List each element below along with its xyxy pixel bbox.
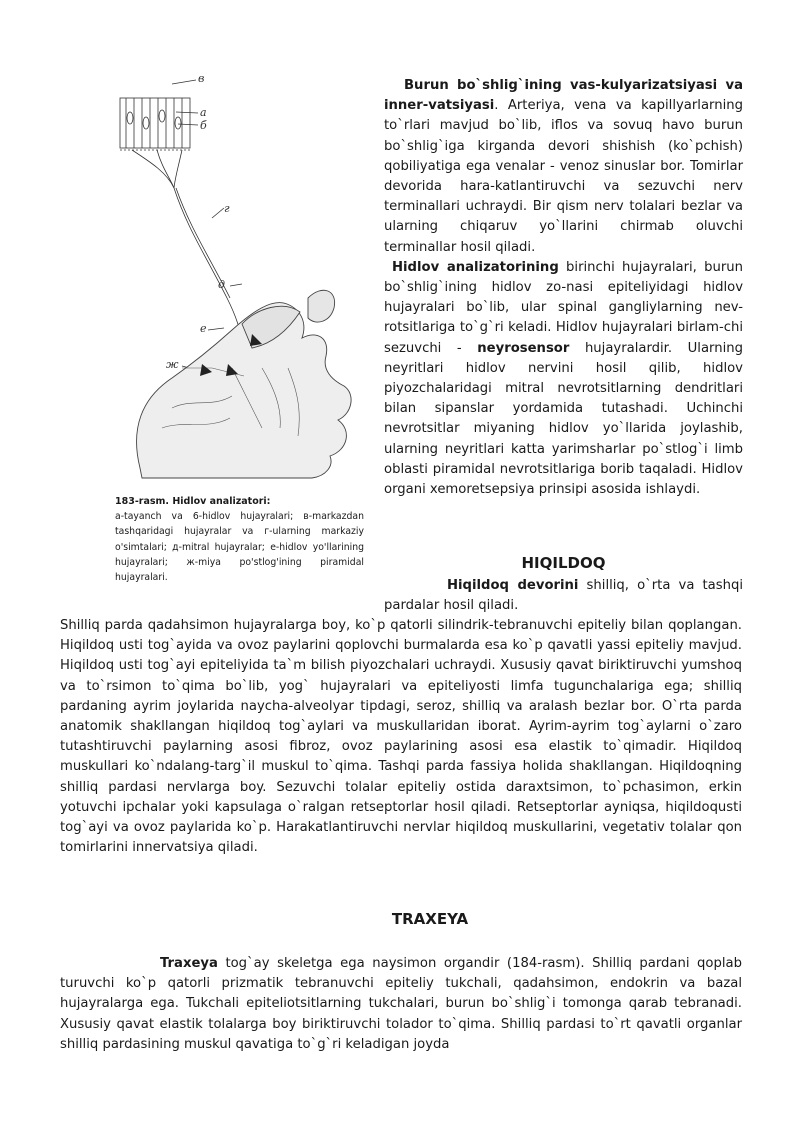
vascularization-term: Burun bo`shlig`ining vas-kulyarizatsiyasi va inner-vatsiyasi <box>384 78 743 114</box>
heading-traxeya: TRAXEYA <box>391 910 469 928</box>
figure-label-zh: ж <box>166 358 179 371</box>
figure-label-v: в <box>198 72 205 85</box>
caption-title: 183-rasm. Hidlov analizatori: <box>115 496 271 507</box>
neyrosensor-term: neyrosensor <box>477 340 570 356</box>
traxeya-text: tog`ay skeletga ega naysimon organdir (184-rasm). Shilliq pardani qoplab turuvchi ko`p qatorli prizmatik tebranuvchi epiteliy tukchali, qadahsimon, endokrin va bazal hujayralarga ega. Tukchali epiteliotsitlarning tukchalari, burun bo`shlig`i tomonga qarab tebranadi. Xususiy qavat elastik tolalarga boy biriktiruvchi tolador to`qima. Shilliq pardasi to`rt qavatli organlar shilliq pardasining muskul qavatiga to`g`ri keladigan joyda <box>60 956 742 1052</box>
figure-caption <box>115 494 364 585</box>
olfactory-term: Hidlov analizatorining <box>392 259 559 275</box>
paragraph-olfactory <box>384 258 743 500</box>
olfactory-text-a: birinchi hujayralari, burun bo`shlig`ining hidlov zo-nasi epiteliyidagi hidlov hujayralari bo`lib, ular spinal gangliylarning nev-rotsitlariga to`g`ri keladi. Hidlov hujayralari birlam-chi sezuvchi - <box>384 259 743 356</box>
epithelium-block <box>120 98 190 148</box>
hiqildoq-first-lines <box>384 576 743 616</box>
figure-label-b: б <box>200 119 207 132</box>
figure-drawing <box>112 68 364 480</box>
vascularization-text: . Arteriya, vena va kapillyarlarning to`rlari mavjud bo`lib, iflos va sovuq havo burun bo`shlig`iga kirganda devori shishish (ko`pchish) qobiliyatiga ega venalar - venoz sinuslar bor. Tomirlar devorida hara-katlantiruvchi va sezuvchi nerv terminallari uchraydi. Bir qism nerv tolalari bezlar va ularning chiqaruv yo`llarini chirmab oluvchi terminallar hosil qiladi. <box>384 98 743 255</box>
traxeya-term: Traxeya <box>160 956 218 971</box>
figure-label-g: г <box>224 202 230 215</box>
hiqildoq-first-text: shilliq, o`rta va tashqi pardalar hosil qiladi. <box>384 578 744 614</box>
right-column-text <box>384 76 743 500</box>
heading-hiqildoq: HIQILDOQ <box>521 554 606 572</box>
paragraph-vascularization <box>384 76 743 258</box>
hiqildoq-paragraph: Shilliq parda qadahsimon hujayralarga boy, ko`p qatorli silindrik-tebranuvchi epiteliy bilan qoplangan. Hiqildoq usti tog`ayida va ovoz paylarini qoplovchi burmalarda esa ko`p qavatli yassi epiteliy mavjud. Hiqildoq usti tog`ayi epiteliyida ta`m bilish piyozchalari uchraydi. Xususiy qavat biriktiruvchi yumshoq va to`rsimon to`qima bo`lib, yog` hujayralari va epiteliyosti limfa tugunchalariga ega; shilliq pardaning ayrim joylarida naycha-alveolyar tipdagi, seroz, shilliq va aralash bezlar bor. O`rta parda anatomik shakllangan hiqildoq tog`aylari va muskullaridan iborat. Ayrim-ayrim tog`aylarni o`zaro tutashtiruvchi paylarning asosi fibroz, ovoz paylarining asosi esa elastik to`qimadir. Hiqildoq muskullari ko`ndalang-targ`il muskul to`qima. Tashqi parda fassiya holida shakllangan. Hiqildoqning shilliq pardasi nervlarga boy. Sezuvchi tolalar epiteliy ostida daraxtsimon, to`pchasimon, erkin yotuvchi ipchalar yoki kapsulaga o`ralgan retseptorlar hosil qiladi. Retseptorlar ayniqsa, hiqildoqusti tog`ayi va ovoz paylarida ko`p. Harakatlantiruvchi nervlar hiqildoq muskullarini, vegetativ tolalar qon tomirlarini innervatsiya qiladi. <box>60 618 742 856</box>
olfactory-text-b: hujayralardir. Ularning neyritlari hidlov nervini hosil qilib, hidlov piyozchalaridagi mitral nevrotsitlarning dendritlari bilan sipanslar yordamida tutashadi. Uchinchi nevrotsitlar miyaning hidlov yo`llarida joylashib, ularning neyritlari katta yarimsharlar po`stlog`i limb oblasti piramidal nevrotsitlariga borib taqaladi. Hidlov organi xemoretsepsiya prinsipi asosida ishlaydi. <box>384 340 743 498</box>
figure-label-a: а <box>200 106 207 119</box>
traxeya-paragraph <box>60 954 742 1055</box>
figure-label-d: д <box>218 278 225 291</box>
olfactory-analyzer-figure <box>112 68 364 480</box>
hiqildoq-term: Hiqildoq devorini <box>447 578 579 593</box>
figure-label-e: е <box>200 322 207 335</box>
caption-text: a-tayanch va 6-hidlov hujayralari; в-markazdan tashqaridagi hujayralar va г-ularning markaziy o'simtalari; д-mitral hujayralar; e-hidlov yo'llarining hujayralari; ж-miya po'stlog'ining piramidal hujayralari. <box>115 511 364 584</box>
